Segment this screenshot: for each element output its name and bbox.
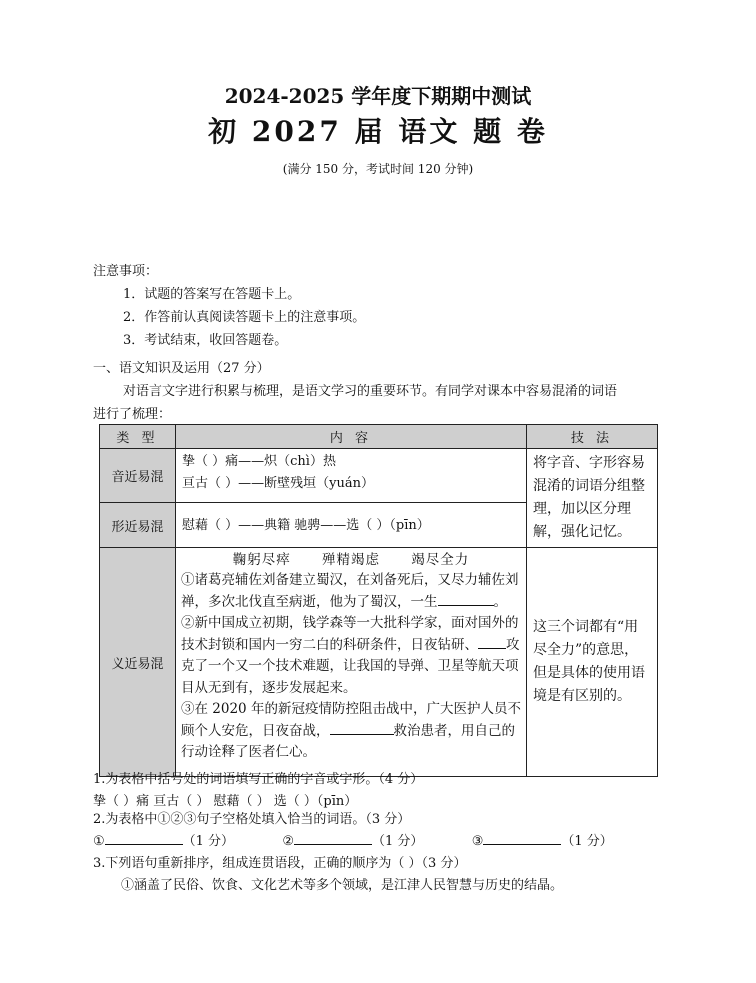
section1-title: 一、语文知识及运用（27 分） (93, 361, 270, 376)
row-content-sound (176, 449, 527, 503)
sentence-1-text: ①诸葛亮辅佐刘备建立蜀汉，在刘备死后，又尽力辅佐刘禅，多次北伐直至病逝，他为了蜀汉，一生 (181, 572, 519, 610)
sound-line-1: 挚（ ）痛——炽（chì）热 (182, 454, 336, 469)
sentence-2-end: 攻克了一个又一个技术难题，让我国的导弹、卫星等航天项目从无到有，逐步发展起来。 (181, 636, 520, 696)
sentence-2 (181, 613, 521, 699)
word-1: 鞠躬尽瘁 (232, 552, 291, 568)
row-type-meaning: 义近易混 (100, 548, 176, 777)
word-3: 竭尽全力 (411, 552, 470, 568)
sentence-2-text: ②新中国成立初期，钱学森等一大批科学家，面对国外的技术封锁和国内一穷二白的科研条件，日夜钻研、 (181, 615, 519, 653)
word-2: 殚精竭虑 (322, 552, 380, 568)
sentence-3-blank (330, 722, 394, 735)
note-item-3: 3．考试结束，收回答题卷。 (123, 333, 288, 348)
exam-title: 2024-2025 学年度下期期中测试 (224, 84, 532, 108)
notes-heading: 注意事项： (93, 264, 159, 279)
vocab-table (99, 424, 658, 777)
sentence-1 (181, 570, 521, 613)
table-header-method: 技 法 (527, 425, 658, 449)
q2-score-3: （1 分） (561, 834, 613, 849)
sentence-2-blank (478, 636, 506, 649)
sentence-3 (181, 699, 521, 764)
q2-score-1: （1 分） (182, 834, 235, 849)
q2-answer-1[interactable] (105, 832, 183, 845)
section1-intro-line2: 进行了梳理： (93, 407, 172, 422)
q2-label-3: ③ (471, 834, 484, 849)
exam-score-time: (满分 150 分，考试时间 120 分钟) (282, 162, 474, 176)
question-1-answers: 挚（ ）痛 亘古（ ） 慰藉（ ） 选（ ）（pīn） (93, 794, 358, 809)
q2-answer-3[interactable] (483, 832, 561, 845)
q2-score-2: （1 分） (372, 834, 424, 849)
question-3: 3.下列语句重新排序，组成连贯语段，正确的顺序为（ ）（3 分） (93, 856, 467, 871)
shape-line-1: 慰藉（ ）——典籍 驰骋——选（ ）（pīn） (182, 517, 430, 533)
method-text-sound-shape: 将字音、字形容易混淆的词语分组整理，加以区分理解，强化记忆。 (533, 455, 645, 540)
note-item-1: 1．试题的答案写在答题卡上。 (123, 287, 301, 302)
question-3-item-1: ①涵盖了民俗、饮食、文化艺术等多个领域，是江津人民智慧与历史的结晶。 (121, 878, 564, 893)
method-cell-meaning (527, 548, 658, 777)
sentence-3-end: 救治患者，用自己的行动诠释了医者仁心。 (181, 722, 515, 760)
row-content-meaning (176, 548, 527, 777)
section1-intro-line1: 对语言文字进行积累与梳理，是语文学习的重要环节。有同学对课本中容易混淆的词语 (123, 384, 618, 399)
method-cell-sound-shape (527, 449, 658, 548)
sentence-3-text: ③在 2020 年的新冠疫情防控阻击战中，广大医护人员不顾个人安危，日夜奋战， (181, 701, 521, 739)
question-2: 2.为表格中①②③句子空格处填入恰当的词语。（3 分） (93, 812, 411, 827)
method-text-meaning: 这三个词都有“用尽全力”的意思，但是具体的使用语境是有区别的。 (533, 619, 645, 704)
synonym-words (181, 550, 521, 570)
note-item-2: 2．作答前认真阅读答题卡上的注意事项。 (123, 310, 366, 325)
q2-label-1: ① (93, 834, 105, 849)
exam-subtitle-grade: 初 2027 届 语文 题 卷 (208, 115, 548, 148)
sentence-1-end: 。 (493, 593, 507, 610)
table-header-content: 内 容 (176, 425, 527, 449)
q2-answer-2[interactable] (294, 832, 372, 845)
sentence-1-blank (438, 593, 494, 606)
table-header-type: 类 型 (100, 425, 176, 449)
sound-line-2: 亘古（ ）——断壁残垣（yuán） (182, 476, 374, 491)
question-2-blanks (93, 830, 613, 849)
row-type-sound: 音近易混 (100, 449, 176, 503)
q2-label-2: ② (282, 834, 294, 849)
row-content-shape (176, 503, 527, 548)
question-1: 1.为表格中括号处的词语填写正确的字音或字形。（4 分） (93, 772, 424, 787)
row-type-shape: 形近易混 (100, 503, 176, 548)
